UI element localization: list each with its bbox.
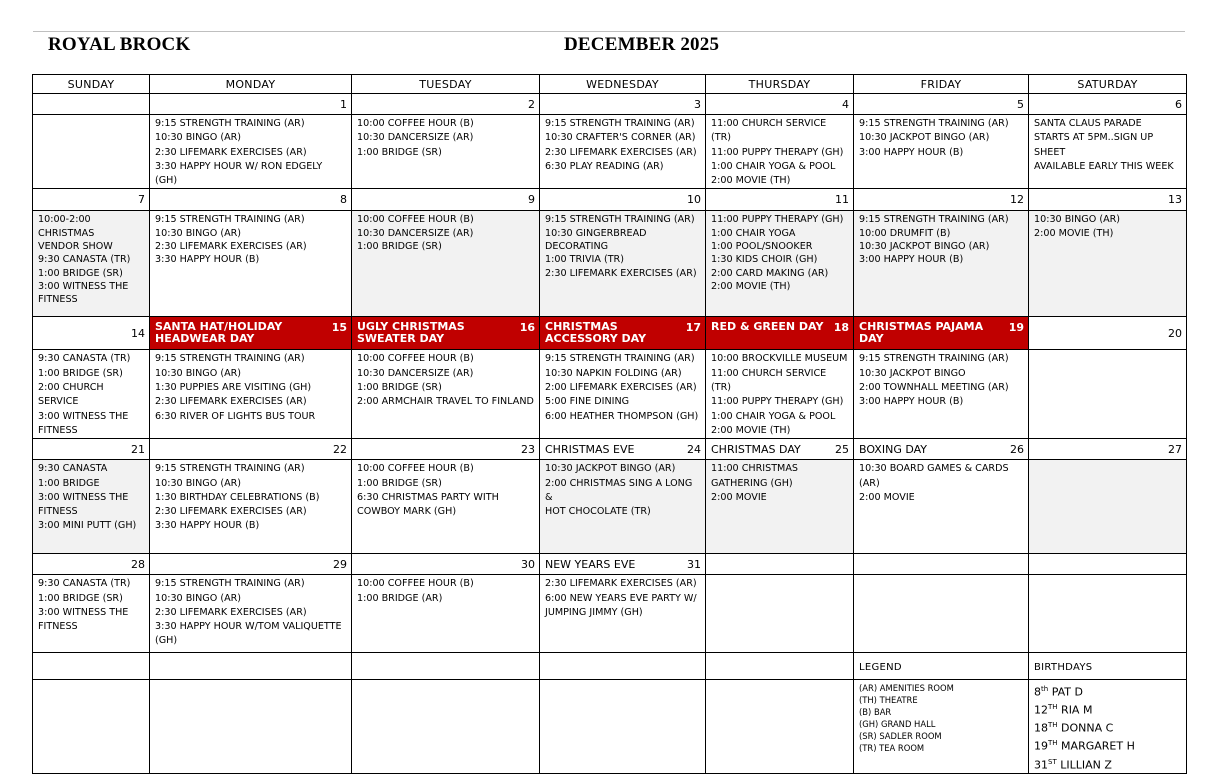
theme-day-label: CHRISTMAS ACCESSORY DAY bbox=[545, 320, 647, 346]
events-cell bbox=[352, 350, 540, 439]
date-row bbox=[33, 554, 1187, 575]
date-cell bbox=[352, 189, 540, 211]
events-cell bbox=[854, 460, 1029, 554]
events-cell bbox=[33, 575, 150, 653]
events-cell bbox=[1029, 350, 1187, 439]
event-list: 11:00 CHRISTMAS GATHERING (GH) 2:00 MOVIE bbox=[711, 463, 798, 503]
weekday-header: THURSDAY bbox=[706, 75, 854, 94]
weekday-header-row bbox=[33, 75, 1187, 94]
events-cell bbox=[352, 115, 540, 189]
event-list bbox=[854, 575, 1028, 577]
empty-cell bbox=[706, 680, 854, 773]
organization-title: ROYAL BROCK bbox=[48, 34, 191, 55]
date-number: 16 bbox=[519, 321, 535, 335]
birthday-name: PAT D bbox=[1051, 685, 1083, 699]
date-cell bbox=[854, 317, 1029, 350]
event-list: 9:15 STRENGTH TRAINING (AR) 10:30 BINGO (AR) 1:30 PUPPIES ARE VISITING (GH) 2:30 LIFEMARK EXERCISES (AR) 6:30 RIVER OF LIGHTS BUS TOUR bbox=[155, 353, 316, 422]
events-cell bbox=[1029, 460, 1187, 554]
date-cell bbox=[150, 554, 352, 575]
events-cell bbox=[854, 350, 1029, 439]
date-cell bbox=[150, 189, 352, 211]
event-list: 10:00 COFFEE HOUR (B) 1:00 BRIDGE (AR) bbox=[357, 578, 474, 604]
date-number: 11 bbox=[835, 193, 849, 207]
event-list: 10:00 COFFEE HOUR (B) 10:30 DANCERSIZE (AR) 1:00 BRIDGE (SR) bbox=[357, 214, 474, 253]
legend-cell bbox=[854, 680, 1029, 773]
theme-day-label: RED & GREEN DAY bbox=[711, 320, 824, 334]
events-row bbox=[33, 211, 1187, 317]
empty-cell bbox=[150, 680, 352, 773]
legend-list: (AR) AMENITIES ROOM (TH) THEATRE (B) BAR (GH) GRAND HALL (SR) SADLER ROOM (TR) TEA ROOM bbox=[859, 683, 954, 753]
empty-cell bbox=[540, 680, 706, 773]
birthday-list bbox=[1029, 680, 1186, 772]
birthday-entry bbox=[1034, 755, 1182, 773]
events-cell bbox=[540, 211, 706, 317]
weekday-header: SUNDAY bbox=[33, 75, 150, 94]
event-list: 11:00 PUPPY THERAPY (GH) 1:00 CHAIR YOGA 1:00 POOL/SNOOKER 1:30 KIDS CHOIR (GH) 2:00 CARD MAKING (AR) 2:00 MOVIE (TH) bbox=[711, 214, 844, 292]
events-cell bbox=[706, 460, 854, 554]
event-list: SANTA CLAUS PARADE STARTS AT 5PM..SIGN UP SHEET AVAILABLE EARLY THIS WEEK bbox=[1034, 118, 1174, 172]
date-number: 8 bbox=[340, 193, 347, 207]
events-cell bbox=[1029, 575, 1187, 653]
date-number: 21 bbox=[131, 442, 145, 456]
birthday-day: 19 bbox=[1034, 740, 1048, 754]
events-cell bbox=[706, 575, 854, 653]
events-row bbox=[33, 575, 1187, 653]
legend-content-row bbox=[33, 680, 1187, 773]
date-number: 6 bbox=[1175, 97, 1182, 111]
weekday-header: TUESDAY bbox=[352, 75, 540, 94]
date-cell bbox=[540, 317, 706, 350]
theme-day-label: UGLY CHRISTMAS SWEATER DAY bbox=[357, 320, 465, 346]
events-cell bbox=[854, 211, 1029, 317]
birthday-day: 12 bbox=[1034, 703, 1048, 717]
event-list: 9:15 STRENGTH TRAINING (AR) 10:30 BINGO (AR) 1:30 BIRTHDAY CELEBRATIONS (B) 2:30 LIFEMARK EXERCISES (AR) 3:30 HAPPY HOUR (B) bbox=[155, 463, 320, 532]
events-cell bbox=[854, 575, 1029, 653]
date-cell bbox=[150, 439, 352, 460]
date-number: 17 bbox=[685, 321, 701, 335]
date-cell bbox=[33, 189, 150, 211]
date-cell bbox=[352, 94, 540, 115]
date-number: 19 bbox=[1008, 321, 1024, 335]
date-number: 15 bbox=[331, 321, 347, 335]
date-number: 25 bbox=[835, 442, 849, 456]
events-cell bbox=[540, 460, 706, 554]
empty-cell bbox=[352, 653, 540, 680]
date-cell bbox=[706, 439, 854, 460]
events-cell bbox=[1029, 115, 1187, 189]
event-list: 10:00 COFFEE HOUR (B) 10:30 DANCERSIZE (AR) 1:00 BRIDGE (SR) bbox=[357, 118, 474, 158]
date-number: 20 bbox=[1168, 326, 1182, 340]
birthdays-cell bbox=[1029, 680, 1187, 773]
date-number: 22 bbox=[333, 442, 347, 456]
date-row bbox=[33, 439, 1187, 460]
date-number: 1 bbox=[340, 97, 347, 111]
event-list: 10:00-2:00 CHRISTMAS VENDOR SHOW 9:30 CANASTA (TR) 1:00 BRIDGE (SR) 3:00 WITNESS THE FITNESS bbox=[38, 214, 131, 306]
date-cell bbox=[540, 439, 706, 460]
date-number: 26 bbox=[1010, 442, 1024, 456]
date-number: 9 bbox=[528, 193, 535, 207]
event-list: 11:00 CHURCH SERVICE (TR) 11:00 PUPPY THERAPY (GH) 1:00 CHAIR YOGA & POOL 2:00 MOVIE (TH) bbox=[711, 118, 844, 187]
date-cell bbox=[540, 189, 706, 211]
event-list: 10:30 JACKPOT BINGO (AR) 2:00 CHRISTMAS SING A LONG & HOT CHOCOLATE (TR) bbox=[545, 463, 693, 518]
event-list: 9:30 CANASTA 1:00 BRIDGE 3:00 WITNESS THE FITNESS 3:00 MINI PUTT (GH) bbox=[38, 463, 137, 532]
date-cell bbox=[33, 554, 150, 575]
event-list bbox=[33, 115, 149, 117]
date-number: 24 bbox=[687, 442, 701, 456]
event-list: 10:30 BINGO (AR) 2:00 MOVIE (TH) bbox=[1034, 214, 1121, 239]
empty-cell bbox=[150, 653, 352, 680]
event-list: 9:15 STRENGTH TRAINING (AR) 10:30 BINGO (AR) 2:30 LIFEMARK EXERCISES (AR) 3:30 HAPPY HOUR W/ RON EDGELY (GH) bbox=[155, 118, 323, 187]
date-row bbox=[33, 317, 1187, 350]
events-cell bbox=[150, 575, 352, 653]
events-cell bbox=[33, 350, 150, 439]
header-divider bbox=[33, 31, 1185, 32]
weekday-header: MONDAY bbox=[150, 75, 352, 94]
date-cell bbox=[33, 94, 150, 115]
date-cell bbox=[33, 439, 150, 460]
date-cell bbox=[352, 317, 540, 350]
calendar-grid bbox=[32, 74, 1187, 774]
events-cell bbox=[33, 211, 150, 317]
event-list: 9:15 STRENGTH TRAINING (AR) 10:30 JACKPOT BINGO 2:00 TOWNHALL MEETING (AR) 3:00 HAPPY HOUR (B) bbox=[859, 353, 1009, 408]
date-cell bbox=[706, 317, 854, 350]
date-cell bbox=[1029, 317, 1187, 350]
birthday-day: 8 bbox=[1034, 685, 1041, 699]
date-number: 14 bbox=[131, 326, 145, 340]
event-list bbox=[1029, 460, 1186, 462]
events-cell bbox=[352, 575, 540, 653]
events-cell bbox=[706, 115, 854, 189]
legend-title: LEGEND bbox=[859, 661, 902, 673]
birthday-suffix: th bbox=[1041, 685, 1049, 694]
holiday-label: NEW YEARS EVE bbox=[545, 557, 636, 571]
date-cell bbox=[1029, 554, 1187, 575]
empty-cell bbox=[352, 680, 540, 773]
date-number: 27 bbox=[1168, 442, 1182, 456]
birthday-suffix: TH bbox=[1048, 721, 1058, 730]
birthday-suffix: TH bbox=[1048, 739, 1058, 748]
date-number: 7 bbox=[138, 193, 145, 207]
date-number: 28 bbox=[131, 557, 145, 571]
event-list: 9:15 STRENGTH TRAINING (AR) 10:30 BINGO (AR) 2:30 LIFEMARK EXERCISES (AR) 3:30 HAPPY HOUR (B) bbox=[155, 214, 307, 266]
date-number: 13 bbox=[1168, 193, 1182, 207]
birthday-day: 31 bbox=[1034, 758, 1048, 772]
date-cell bbox=[33, 317, 150, 350]
events-row bbox=[33, 115, 1187, 189]
date-cell bbox=[706, 189, 854, 211]
events-row bbox=[33, 350, 1187, 439]
date-cell bbox=[706, 554, 854, 575]
events-cell bbox=[1029, 211, 1187, 317]
events-cell bbox=[150, 115, 352, 189]
events-cell bbox=[33, 460, 150, 554]
date-number: 3 bbox=[694, 97, 701, 111]
date-number: 5 bbox=[1017, 97, 1024, 111]
event-list: 9:30 CANASTA (TR) 1:00 BRIDGE (SR) 3:00 WITNESS THE FITNESS bbox=[38, 578, 131, 633]
birthday-entry bbox=[1034, 736, 1182, 754]
date-cell bbox=[540, 554, 706, 575]
date-cell bbox=[150, 317, 352, 350]
date-cell bbox=[854, 94, 1029, 115]
event-list: 2:30 LIFEMARK EXERCISES (AR) 6:00 NEW YEARS EVE PARTY W/ JUMPING JIMMY (GH) bbox=[545, 578, 697, 618]
birthday-day: 18 bbox=[1034, 722, 1048, 736]
date-number: 18 bbox=[833, 321, 849, 335]
birthday-name: RIA M bbox=[1061, 703, 1093, 717]
date-number: 23 bbox=[521, 442, 535, 456]
events-cell bbox=[33, 115, 150, 189]
birthday-name: DONNA C bbox=[1061, 722, 1114, 736]
event-list: 10:00 COFFEE HOUR (B) 10:30 DANCERSIZE (AR) 1:00 BRIDGE (SR) 2:00 ARMCHAIR TRAVEL TO FINLAND bbox=[357, 353, 534, 408]
event-list: 9:15 STRENGTH TRAINING (AR) 10:30 GINGERBREAD DECORATING 1:00 TRIVIA (TR) 2:30 LIFEMARK EXERCISES (AR) bbox=[545, 214, 697, 279]
empty-cell bbox=[33, 653, 150, 680]
event-list: 9:15 STRENGTH TRAINING (AR) 10:30 CRAFTER'S CORNER (AR) 2:30 LIFEMARK EXERCISES (AR) 6:30 PLAY READING (AR) bbox=[545, 118, 697, 172]
date-row bbox=[33, 94, 1187, 115]
events-cell bbox=[150, 211, 352, 317]
date-cell bbox=[1029, 189, 1187, 211]
events-cell bbox=[352, 211, 540, 317]
event-list: 10:30 BOARD GAMES & CARDS (AR) 2:00 MOVIE bbox=[859, 463, 1009, 503]
theme-day-label: CHRISTMAS PAJAMA DAY bbox=[859, 320, 984, 346]
events-cell bbox=[150, 350, 352, 439]
date-cell bbox=[540, 94, 706, 115]
events-cell bbox=[540, 350, 706, 439]
birthday-entry bbox=[1034, 682, 1182, 700]
event-list bbox=[1029, 350, 1186, 352]
event-list: 9:30 CANASTA (TR) 1:00 BRIDGE (SR) 2:00 CHURCH SERVICE 3:00 WITNESS THE FITNESS bbox=[38, 353, 131, 436]
legend-header-row bbox=[33, 653, 1187, 680]
date-cell bbox=[352, 554, 540, 575]
event-list bbox=[706, 575, 853, 577]
birthday-name: MARGARET H bbox=[1061, 740, 1135, 754]
birthday-suffix: TH bbox=[1048, 703, 1058, 712]
date-cell bbox=[1029, 94, 1187, 115]
date-number: 2 bbox=[528, 97, 535, 111]
legend-header bbox=[854, 653, 1029, 680]
birthday-suffix: ST bbox=[1048, 757, 1057, 766]
event-list: 10:00 COFFEE HOUR (B) 1:00 BRIDGE (SR) 6:30 CHRISTMAS PARTY WITH COWBOY MARK (GH) bbox=[357, 463, 499, 518]
events-cell bbox=[352, 460, 540, 554]
birthday-entry bbox=[1034, 700, 1182, 718]
date-cell bbox=[854, 554, 1029, 575]
month-title: DECEMBER 2025 bbox=[564, 34, 720, 55]
birthdays-header bbox=[1029, 653, 1187, 680]
theme-day-label: SANTA HAT/HOLIDAY HEADWEAR DAY bbox=[155, 320, 283, 346]
birthdays-title: BIRTHDAYS bbox=[1034, 661, 1093, 673]
holiday-label: CHRISTMAS DAY bbox=[711, 442, 801, 456]
events-cell bbox=[854, 115, 1029, 189]
weekday-header: SATURDAY bbox=[1029, 75, 1187, 94]
events-cell bbox=[150, 460, 352, 554]
date-number: 30 bbox=[521, 557, 535, 571]
event-list: 9:15 STRENGTH TRAINING (AR) 10:30 BINGO (AR) 2:30 LIFEMARK EXERCISES (AR) 3:30 HAPPY HOUR W/TOM VALIQUETTE (GH) bbox=[155, 578, 342, 647]
events-cell bbox=[540, 115, 706, 189]
empty-cell bbox=[540, 653, 706, 680]
date-number: 4 bbox=[842, 97, 849, 111]
event-list: 10:00 BROCKVILLE MUSEUM 11:00 CHURCH SERVICE (TR) 11:00 PUPPY THERAPY (GH) 1:00 CHAIR YOGA & POOL 2:00 MOVIE (TH) bbox=[711, 353, 848, 436]
date-row bbox=[33, 189, 1187, 211]
date-number: 31 bbox=[687, 557, 701, 571]
events-cell bbox=[540, 575, 706, 653]
weekday-header: FRIDAY bbox=[854, 75, 1029, 94]
birthday-entry bbox=[1034, 718, 1182, 736]
date-number: 10 bbox=[687, 193, 701, 207]
birthday-name: LILLIAN Z bbox=[1060, 758, 1112, 772]
empty-cell bbox=[33, 680, 150, 773]
event-list: 9:15 STRENGTH TRAINING (AR) 10:30 JACKPOT BINGO (AR) 3:00 HAPPY HOUR (B) bbox=[859, 118, 1009, 158]
events-cell bbox=[706, 211, 854, 317]
date-number: 29 bbox=[333, 557, 347, 571]
date-cell bbox=[150, 94, 352, 115]
weekday-header: WEDNESDAY bbox=[540, 75, 706, 94]
event-list: 9:15 STRENGTH TRAINING (AR) 10:30 NAPKIN FOLDING (AR) 2:00 LIFEMARK EXERCISES (AR) 5:00 FINE DINING 6:00 HEATHER THOMPSON (GH) bbox=[545, 353, 699, 422]
holiday-label: BOXING DAY bbox=[859, 442, 928, 456]
date-cell bbox=[352, 439, 540, 460]
events-row bbox=[33, 460, 1187, 554]
date-cell bbox=[854, 189, 1029, 211]
empty-cell bbox=[706, 653, 854, 680]
events-cell bbox=[706, 350, 854, 439]
date-number: 12 bbox=[1010, 193, 1024, 207]
date-cell bbox=[1029, 439, 1187, 460]
event-list: 9:15 STRENGTH TRAINING (AR) 10:00 DRUMFIT (B) 10:30 JACKPOT BINGO (AR) 3:00 HAPPY HOUR (B) bbox=[859, 214, 1009, 266]
date-cell bbox=[706, 94, 854, 115]
holiday-label: CHRISTMAS EVE bbox=[545, 442, 635, 456]
event-list bbox=[1029, 575, 1186, 577]
date-cell bbox=[854, 439, 1029, 460]
